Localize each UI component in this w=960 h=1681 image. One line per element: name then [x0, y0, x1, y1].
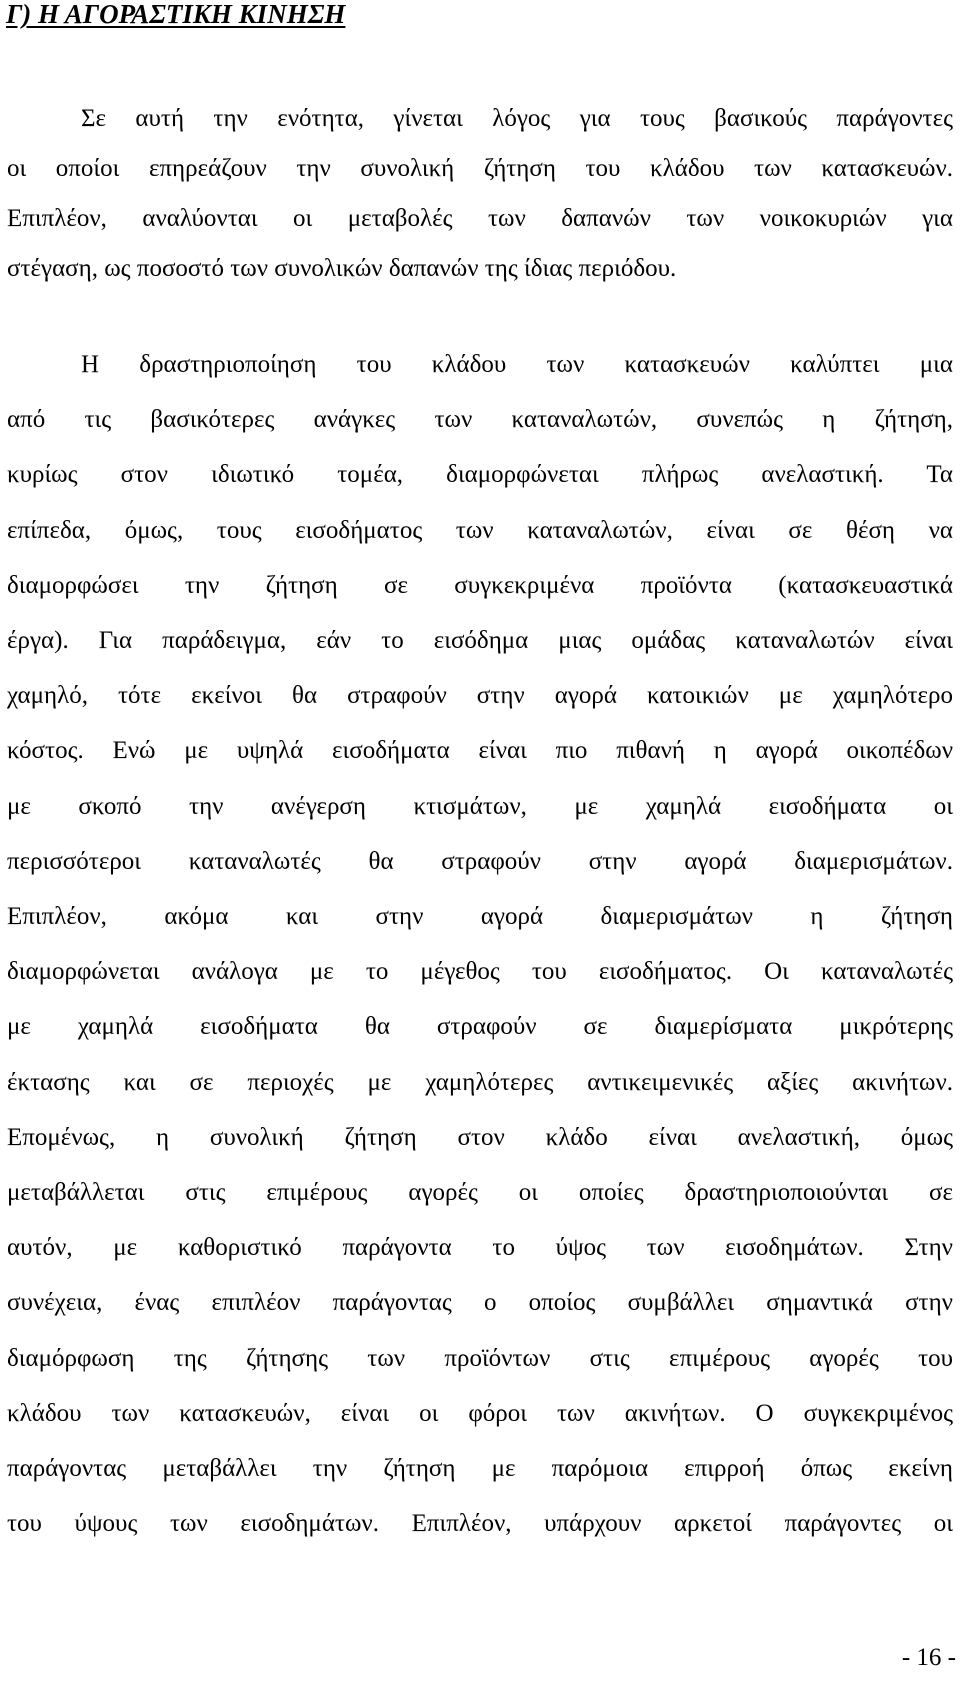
text-line: περισσότεροι καταναλωτές θα στραφούν στην αγορά διαμερισμάτων.: [7, 847, 953, 875]
text-line: με σκοπό την ανέγερση κτισμάτων, με χαμηλά εισοδήματα οι: [7, 792, 953, 820]
text-line: Η δραστηριοποίηση του κλάδου των κατασκευών καλύπτει μια: [81, 351, 953, 378]
text-line: αυτόν, με καθοριστικό παράγοντα το ύψος των εισοδημάτων. Στην: [7, 1234, 953, 1262]
text-line: διαμορφώσει την ζήτηση σε συγκεκριμένα προϊόντα (κατασκευαστικά: [7, 571, 953, 599]
paragraph-intro: [7, 94, 953, 294]
section-heading: Γ) Η ΑΓΟΡΑΣΤΙΚΗ ΚΙΝΗΣΗ: [6, 0, 346, 29]
text-line: διαμορφώνεται ανάλογα με το μέγεθος του εισοδήματος. Οι καταναλωτές: [7, 958, 953, 986]
text-line: από τις βασικότερες ανάγκες των καταναλωτών, συνεπώς η ζήτηση,: [7, 406, 953, 434]
text-line: Επομένως, η συνολική ζήτηση στον κλάδο είναι ανελαστική, όμως: [7, 1123, 953, 1151]
page-number: - 16 -: [901, 1644, 956, 1671]
text-line: Επιπλέον, ακόμα και στην αγορά διαμερισμάτων η ζήτηση: [7, 903, 953, 931]
text-line: του ύψους των εισοδημάτων. Επιπλέον, υπάρχουν αρκετοί παράγοντες οι: [7, 1510, 953, 1538]
text-line: στέγαση, ως ποσοστό των συνολικών δαπανών της ίδιας περιόδου.: [7, 255, 677, 282]
text-line: συνέχεια, ένας επιπλέον παράγοντας ο οποίος συμβάλλει σημαντικά στην: [7, 1289, 953, 1317]
text-line: διαμόρφωση της ζήτησης των προϊόντων στις επιμέρους αγορές του: [7, 1344, 953, 1372]
text-line: χαμηλό, τότε εκείνοι θα στραφούν στην αγορά κατοικιών με χαμηλότερο: [7, 682, 953, 710]
text-line: έκτασης και σε περιοχές με χαμηλότερες αντικειμενικές αξίες ακινήτων.: [7, 1068, 953, 1096]
text-line: κόστος. Ενώ με υψηλά εισοδήματα είναι πιο πιθανή η αγορά οικοπέδων: [7, 737, 953, 765]
text-line: μεταβάλλεται στις επιμέρους αγορές οι οποίες δραστηριοποιούνται σε: [7, 1179, 953, 1207]
text-line: Επιπλέον, αναλύονται οι μεταβολές των δαπανών των νοικοκυριών για: [7, 205, 953, 232]
text-line: επίπεδα, όμως, τους εισοδήματος των καταναλωτών, είναι σε θέση να: [7, 516, 953, 544]
paragraph-main: [7, 337, 953, 1551]
text-line: κλάδου των κατασκευών, είναι οι φόροι των ακινήτων. Ο συγκεκριμένος: [7, 1399, 953, 1427]
text-line: κυρίως στον ιδιωτικό τομέα, διαμορφώνεται πλήρως ανελαστική. Τα: [7, 461, 953, 489]
text-line: παράγοντας μεταβάλλει την ζήτηση με παρόμοια επιρροή όπως εκείνη: [7, 1455, 953, 1483]
text-line: Σε αυτή την ενότητα, γίνεται λόγος για τους βασικούς παράγοντες: [81, 105, 953, 132]
text-line: με χαμηλά εισοδήματα θα στραφούν σε διαμερίσματα μικρότερης: [7, 1013, 953, 1041]
text-line: έργα). Για παράδειγμα, εάν το εισόδημα μιας ομάδας καταναλωτών είναι: [7, 627, 953, 655]
text-line: οι οποίοι επηρεάζουν την συνολική ζήτηση του κλάδου των κατασκευών.: [7, 155, 953, 182]
